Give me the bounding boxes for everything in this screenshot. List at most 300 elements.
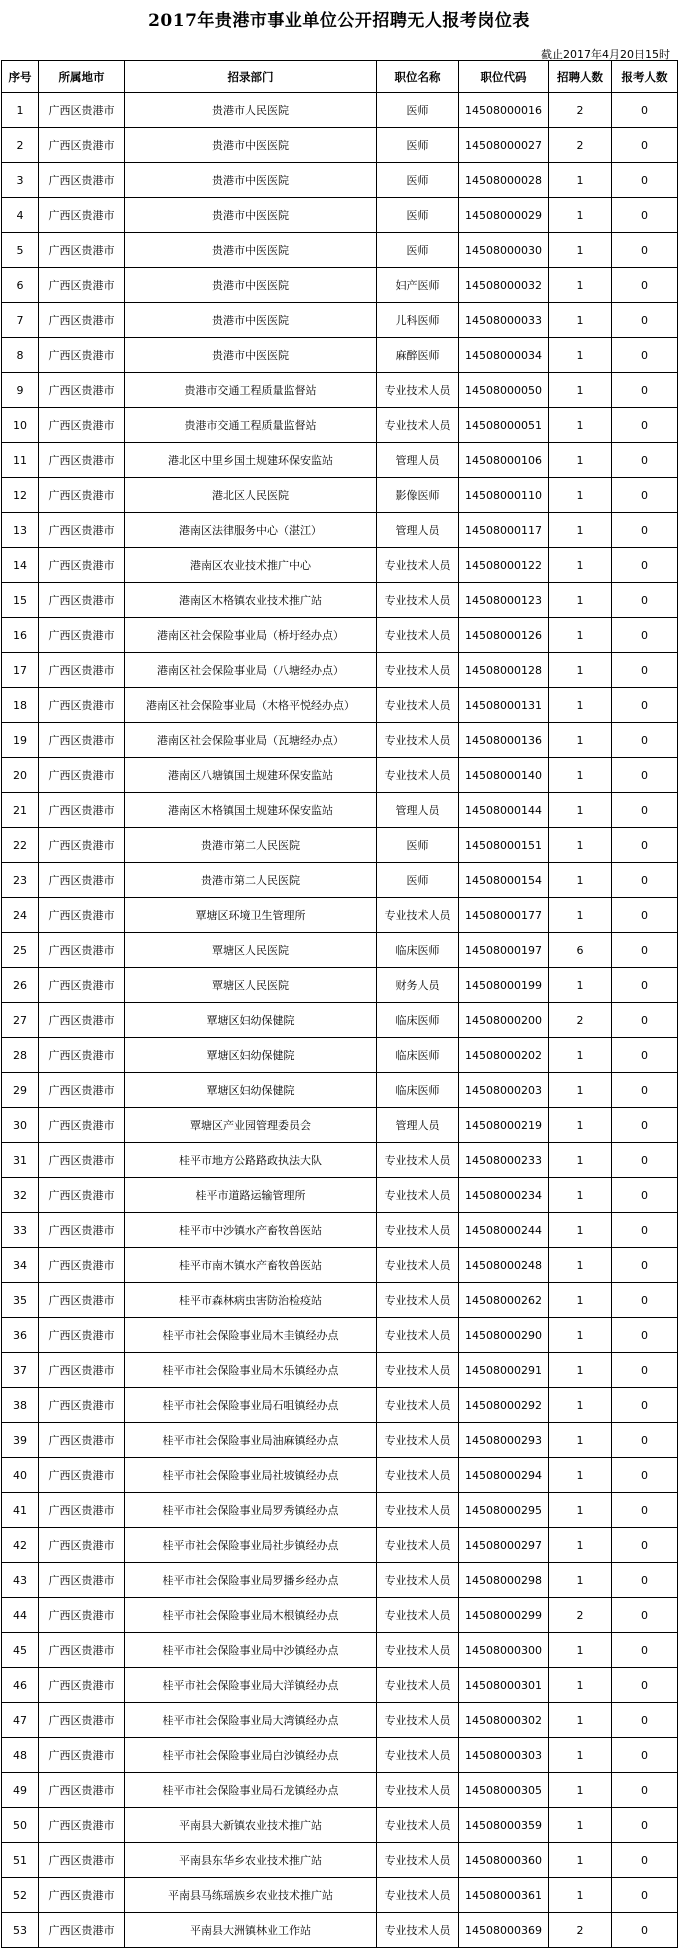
cell-department: 桂平市道路运输管理所: [125, 1178, 377, 1213]
table-row: [2, 1633, 678, 1668]
cell-code: 14508000016: [459, 93, 549, 128]
cell-openings: 1: [549, 478, 612, 513]
table-row: [2, 968, 678, 1003]
cell-city: 广西区贵港市: [39, 1318, 125, 1353]
table-row: [2, 1913, 678, 1948]
table-row: [2, 583, 678, 618]
cell-department: 贵港市中医医院: [125, 128, 377, 163]
vacancy-table: [1, 60, 678, 1948]
cell-code: 14508000300: [459, 1633, 549, 1668]
cell-code: 14508000140: [459, 758, 549, 793]
cell-openings: 1: [549, 268, 612, 303]
cell-index: 12: [2, 478, 39, 513]
cell-position: 专业技术人员: [377, 1178, 459, 1213]
cell-position: 专业技术人员: [377, 1493, 459, 1528]
table-row: [2, 618, 678, 653]
cell-position: 管理人员: [377, 443, 459, 478]
cell-position: 影像医师: [377, 478, 459, 513]
cell-index: 44: [2, 1598, 39, 1633]
cell-city: 广西区贵港市: [39, 303, 125, 338]
cell-department: 贵港市第二人民医院: [125, 828, 377, 863]
cell-code: 14508000302: [459, 1703, 549, 1738]
cell-openings: 2: [549, 93, 612, 128]
cell-applicants: 0: [612, 1458, 678, 1493]
cell-department: 桂平市社会保险事业局罗播乡经办点: [125, 1563, 377, 1598]
cell-position: 专业技术人员: [377, 1668, 459, 1703]
cell-openings: 2: [549, 1003, 612, 1038]
document-title: 2017年贵港市事业单位公开招聘无人报考岗位表: [148, 11, 530, 31]
cell-position: 专业技术人员: [377, 583, 459, 618]
cell-department: 贵港市中医医院: [125, 163, 377, 198]
table-row: [2, 758, 678, 793]
cell-index: 29: [2, 1073, 39, 1108]
cell-index: 50: [2, 1808, 39, 1843]
cell-department: 港北区人民医院: [125, 478, 377, 513]
cell-openings: 1: [549, 303, 612, 338]
cell-applicants: 0: [612, 198, 678, 233]
cell-department: 桂平市社会保险事业局罗秀镇经办点: [125, 1493, 377, 1528]
cell-department: 覃塘区妇幼保健院: [125, 1003, 377, 1038]
cell-openings: 1: [549, 898, 612, 933]
cell-city: 广西区贵港市: [39, 1458, 125, 1493]
cell-code: 14508000126: [459, 618, 549, 653]
cell-applicants: 0: [612, 1633, 678, 1668]
cell-city: 广西区贵港市: [39, 758, 125, 793]
cell-code: 14508000034: [459, 338, 549, 373]
cell-applicants: 0: [612, 1598, 678, 1633]
table-row: [2, 898, 678, 933]
cell-index: 34: [2, 1248, 39, 1283]
cell-code: 14508000200: [459, 1003, 549, 1038]
cell-position: 临床医师: [377, 1038, 459, 1073]
cell-code: 14508000199: [459, 968, 549, 1003]
cell-position: 临床医师: [377, 1073, 459, 1108]
cutoff-timestamp: 截止2017年4月20日15时: [541, 48, 670, 61]
cell-position: 专业技术人员: [377, 688, 459, 723]
table-row: [2, 1178, 678, 1213]
cell-department: 覃塘区妇幼保健院: [125, 1073, 377, 1108]
cell-index: 43: [2, 1563, 39, 1598]
cell-openings: 1: [549, 1108, 612, 1143]
cell-department: 平南县马练瑶族乡农业技术推广站: [125, 1878, 377, 1913]
cell-code: 14508000297: [459, 1528, 549, 1563]
table-row: [2, 1213, 678, 1248]
cell-code: 14508000361: [459, 1878, 549, 1913]
table-row: [2, 1493, 678, 1528]
cell-code: 14508000051: [459, 408, 549, 443]
cell-index: 48: [2, 1738, 39, 1773]
table-row: [2, 163, 678, 198]
cell-openings: 1: [549, 1353, 612, 1388]
cell-city: 广西区贵港市: [39, 93, 125, 128]
cell-city: 广西区贵港市: [39, 1668, 125, 1703]
cell-position: 医师: [377, 93, 459, 128]
cell-position: 专业技术人员: [377, 1528, 459, 1563]
cell-department: 港南区农业技术推广中心: [125, 548, 377, 583]
cell-code: 14508000359: [459, 1808, 549, 1843]
cell-applicants: 0: [612, 863, 678, 898]
cell-index: 1: [2, 93, 39, 128]
cell-department: 桂平市社会保险事业局社坡镇经办点: [125, 1458, 377, 1493]
cell-department: 平南县大洲镇林业工作站: [125, 1913, 377, 1948]
cell-code: 14508000029: [459, 198, 549, 233]
cell-department: 桂平市森林病虫害防治检疫站: [125, 1283, 377, 1318]
cell-city: 广西区贵港市: [39, 198, 125, 233]
table-row: [2, 1073, 678, 1108]
cell-code: 14508000305: [459, 1773, 549, 1808]
table-row: [2, 1773, 678, 1808]
cell-city: 广西区贵港市: [39, 163, 125, 198]
cell-index: 23: [2, 863, 39, 898]
cell-position: 专业技术人员: [377, 408, 459, 443]
cell-code: 14508000027: [459, 128, 549, 163]
cell-openings: 1: [549, 198, 612, 233]
cell-applicants: 0: [612, 1493, 678, 1528]
cell-openings: 1: [549, 1633, 612, 1668]
cell-code: 14508000248: [459, 1248, 549, 1283]
cell-index: 41: [2, 1493, 39, 1528]
cell-city: 广西区贵港市: [39, 583, 125, 618]
cell-index: 21: [2, 793, 39, 828]
cell-applicants: 0: [612, 1563, 678, 1598]
cell-applicants: 0: [612, 618, 678, 653]
cell-openings: 1: [549, 1563, 612, 1598]
cell-city: 广西区贵港市: [39, 1808, 125, 1843]
cell-openings: 1: [549, 548, 612, 583]
cell-city: 广西区贵港市: [39, 1213, 125, 1248]
col-header-openings: 招聘人数: [549, 61, 612, 93]
cell-applicants: 0: [612, 1213, 678, 1248]
cell-openings: 1: [549, 1843, 612, 1878]
cell-index: 40: [2, 1458, 39, 1493]
cell-position: 专业技术人员: [377, 898, 459, 933]
cell-index: 42: [2, 1528, 39, 1563]
cell-city: 广西区贵港市: [39, 408, 125, 443]
cell-position: 财务人员: [377, 968, 459, 1003]
cell-openings: 1: [549, 1283, 612, 1318]
cell-department: 港南区社会保险事业局（八塘经办点）: [125, 653, 377, 688]
cell-index: 17: [2, 653, 39, 688]
table-row: [2, 1528, 678, 1563]
table-row: [2, 478, 678, 513]
col-header-code: 职位代码: [459, 61, 549, 93]
cell-position: 专业技术人员: [377, 1563, 459, 1598]
cell-department: 港南区木格镇农业技术推广站: [125, 583, 377, 618]
cell-department: 桂平市社会保险事业局油麻镇经办点: [125, 1423, 377, 1458]
cell-position: 专业技术人员: [377, 1458, 459, 1493]
cell-position: 专业技术人员: [377, 1598, 459, 1633]
cell-openings: 1: [549, 1493, 612, 1528]
cell-applicants: 0: [612, 968, 678, 1003]
cell-openings: 1: [549, 758, 612, 793]
cell-applicants: 0: [612, 1668, 678, 1703]
cell-code: 14508000144: [459, 793, 549, 828]
cell-applicants: 0: [612, 1773, 678, 1808]
cell-position: 麻醉医师: [377, 338, 459, 373]
cell-department: 覃塘区人民医院: [125, 968, 377, 1003]
cell-city: 广西区贵港市: [39, 1528, 125, 1563]
cell-department: 贵港市第二人民医院: [125, 863, 377, 898]
cell-index: 9: [2, 373, 39, 408]
cell-department: 桂平市社会保险事业局白沙镇经办点: [125, 1738, 377, 1773]
cell-openings: 1: [549, 1248, 612, 1283]
cell-code: 14508000293: [459, 1423, 549, 1458]
cell-applicants: 0: [612, 1073, 678, 1108]
cell-city: 广西区贵港市: [39, 128, 125, 163]
cell-applicants: 0: [612, 583, 678, 618]
cell-department: 桂平市社会保险事业局木圭镇经办点: [125, 1318, 377, 1353]
table-row: [2, 548, 678, 583]
cell-index: 11: [2, 443, 39, 478]
cell-city: 广西区贵港市: [39, 1878, 125, 1913]
cell-openings: 1: [549, 688, 612, 723]
cell-applicants: 0: [612, 303, 678, 338]
cell-department: 贵港市交通工程质量监督站: [125, 408, 377, 443]
cell-applicants: 0: [612, 408, 678, 443]
cell-applicants: 0: [612, 1423, 678, 1458]
table-row: [2, 1423, 678, 1458]
table-row: [2, 1143, 678, 1178]
cell-position: 专业技术人员: [377, 1353, 459, 1388]
cell-index: 36: [2, 1318, 39, 1353]
cell-applicants: 0: [612, 653, 678, 688]
cell-index: 6: [2, 268, 39, 303]
cell-department: 桂平市社会保险事业局社步镇经办点: [125, 1528, 377, 1563]
cell-applicants: 0: [612, 1318, 678, 1353]
cell-department: 覃塘区人民医院: [125, 933, 377, 968]
table-row: [2, 93, 678, 128]
col-header-index: 序号: [2, 61, 39, 93]
cell-index: 15: [2, 583, 39, 618]
cell-openings: 6: [549, 933, 612, 968]
cell-index: 19: [2, 723, 39, 758]
cell-code: 14508000369: [459, 1913, 549, 1948]
cell-position: 专业技术人员: [377, 548, 459, 583]
cell-position: 专业技术人员: [377, 1843, 459, 1878]
cell-applicants: 0: [612, 128, 678, 163]
cell-city: 广西区贵港市: [39, 1038, 125, 1073]
cell-openings: 1: [549, 1423, 612, 1458]
table-row: [2, 1703, 678, 1738]
cell-department: 桂平市社会保险事业局中沙镇经办点: [125, 1633, 377, 1668]
cell-position: 专业技术人员: [377, 1283, 459, 1318]
cell-department: 桂平市社会保险事业局木根镇经办点: [125, 1598, 377, 1633]
cell-code: 14508000262: [459, 1283, 549, 1318]
cell-index: 16: [2, 618, 39, 653]
cell-department: 港南区社会保险事业局（木格平悦经办点）: [125, 688, 377, 723]
cell-code: 14508000203: [459, 1073, 549, 1108]
cell-position: 专业技术人员: [377, 1633, 459, 1668]
cell-position: 儿科医师: [377, 303, 459, 338]
cell-position: 专业技术人员: [377, 1423, 459, 1458]
cell-position: 专业技术人员: [377, 373, 459, 408]
cell-code: 14508000050: [459, 373, 549, 408]
cell-applicants: 0: [612, 478, 678, 513]
cell-code: 14508000028: [459, 163, 549, 198]
table-row: [2, 1563, 678, 1598]
cell-city: 广西区贵港市: [39, 1003, 125, 1038]
table-row: [2, 1108, 678, 1143]
table-row: [2, 688, 678, 723]
cell-position: 专业技术人员: [377, 1808, 459, 1843]
table-row: [2, 653, 678, 688]
cell-code: 14508000233: [459, 1143, 549, 1178]
cell-city: 广西区贵港市: [39, 933, 125, 968]
cell-openings: 1: [549, 1738, 612, 1773]
cell-department: 港南区社会保险事业局（瓦塘经办点）: [125, 723, 377, 758]
cell-openings: 1: [549, 1458, 612, 1493]
cell-index: 33: [2, 1213, 39, 1248]
cell-code: 14508000298: [459, 1563, 549, 1598]
cell-code: 14508000033: [459, 303, 549, 338]
cell-department: 贵港市人民医院: [125, 93, 377, 128]
table-row: [2, 1248, 678, 1283]
cell-index: 27: [2, 1003, 39, 1038]
cell-department: 港南区社会保险事业局（桥圩经办点）: [125, 618, 377, 653]
cell-position: 专业技术人员: [377, 618, 459, 653]
table-row: [2, 863, 678, 898]
table-row: [2, 373, 678, 408]
cell-index: 26: [2, 968, 39, 1003]
cell-position: 医师: [377, 198, 459, 233]
cell-index: 52: [2, 1878, 39, 1913]
cell-openings: 1: [549, 1878, 612, 1913]
cell-position: 专业技术人员: [377, 1213, 459, 1248]
cell-city: 广西区贵港市: [39, 793, 125, 828]
table-row: [2, 1808, 678, 1843]
table-row: [2, 1738, 678, 1773]
cell-city: 广西区贵港市: [39, 268, 125, 303]
cell-index: 8: [2, 338, 39, 373]
table-row: [2, 1878, 678, 1913]
cell-openings: 1: [549, 1318, 612, 1353]
cell-city: 广西区贵港市: [39, 478, 125, 513]
cell-position: 专业技术人员: [377, 1913, 459, 1948]
cell-openings: 2: [549, 128, 612, 163]
cell-index: 4: [2, 198, 39, 233]
cell-applicants: 0: [612, 933, 678, 968]
table-row: [2, 1283, 678, 1318]
table-row: [2, 268, 678, 303]
cell-city: 广西区贵港市: [39, 1738, 125, 1773]
cell-department: 港北区中里乡国土规建环保安监站: [125, 443, 377, 478]
cell-openings: 1: [549, 1388, 612, 1423]
cell-applicants: 0: [612, 1038, 678, 1073]
cell-openings: 1: [549, 1143, 612, 1178]
cell-index: 18: [2, 688, 39, 723]
cell-city: 广西区贵港市: [39, 1493, 125, 1528]
cell-position: 临床医师: [377, 933, 459, 968]
cell-code: 14508000202: [459, 1038, 549, 1073]
cell-openings: 1: [549, 723, 612, 758]
cell-department: 桂平市社会保险事业局木乐镇经办点: [125, 1353, 377, 1388]
cell-applicants: 0: [612, 1528, 678, 1563]
cell-applicants: 0: [612, 1808, 678, 1843]
cell-applicants: 0: [612, 828, 678, 863]
cell-index: 5: [2, 233, 39, 268]
cell-department: 贵港市中医医院: [125, 268, 377, 303]
cell-code: 14508000294: [459, 1458, 549, 1493]
cell-department: 覃塘区环境卫生管理所: [125, 898, 377, 933]
cell-code: 14508000244: [459, 1213, 549, 1248]
col-header-applicants: 报考人数: [612, 61, 678, 93]
cell-index: 25: [2, 933, 39, 968]
cell-code: 14508000291: [459, 1353, 549, 1388]
cell-department: 平南县东华乡农业技术推广站: [125, 1843, 377, 1878]
cell-applicants: 0: [612, 93, 678, 128]
cell-openings: 1: [549, 408, 612, 443]
table-row: [2, 128, 678, 163]
cell-city: 广西区贵港市: [39, 968, 125, 1003]
cell-openings: 1: [549, 373, 612, 408]
table-row: [2, 513, 678, 548]
cell-city: 广西区贵港市: [39, 898, 125, 933]
cell-applicants: 0: [612, 688, 678, 723]
table-row: [2, 303, 678, 338]
cell-index: 49: [2, 1773, 39, 1808]
cell-applicants: 0: [612, 443, 678, 478]
table-row: [2, 1843, 678, 1878]
cell-openings: 1: [549, 443, 612, 478]
cell-department: 桂平市中沙镇水产畜牧兽医站: [125, 1213, 377, 1248]
cell-index: 14: [2, 548, 39, 583]
cell-city: 广西区贵港市: [39, 1598, 125, 1633]
cell-code: 14508000301: [459, 1668, 549, 1703]
cell-city: 广西区贵港市: [39, 1143, 125, 1178]
cell-department: 贵港市中医医院: [125, 233, 377, 268]
table-row: [2, 1003, 678, 1038]
cell-position: 管理人员: [377, 513, 459, 548]
cell-index: 10: [2, 408, 39, 443]
cell-applicants: 0: [612, 793, 678, 828]
table-row: [2, 443, 678, 478]
cell-applicants: 0: [612, 513, 678, 548]
cell-department: 贵港市中医医院: [125, 303, 377, 338]
cell-applicants: 0: [612, 163, 678, 198]
cell-position: 管理人员: [377, 1108, 459, 1143]
table-row: [2, 233, 678, 268]
cell-department: 贵港市中医医院: [125, 338, 377, 373]
table-row: [2, 1598, 678, 1633]
cell-city: 广西区贵港市: [39, 1283, 125, 1318]
cell-city: 广西区贵港市: [39, 1073, 125, 1108]
cell-index: 37: [2, 1353, 39, 1388]
cell-department: 桂平市南木镇水产畜牧兽医站: [125, 1248, 377, 1283]
cell-applicants: 0: [612, 1353, 678, 1388]
cell-index: 13: [2, 513, 39, 548]
cell-position: 专业技术人员: [377, 723, 459, 758]
cell-index: 3: [2, 163, 39, 198]
cell-city: 广西区贵港市: [39, 1843, 125, 1878]
cell-openings: 1: [549, 1808, 612, 1843]
cell-department: 港南区木格镇国土规建环保安监站: [125, 793, 377, 828]
cell-position: 医师: [377, 163, 459, 198]
cell-code: 14508000030: [459, 233, 549, 268]
cell-city: 广西区贵港市: [39, 1773, 125, 1808]
cell-index: 53: [2, 1913, 39, 1948]
cell-openings: 1: [549, 1668, 612, 1703]
table-row: [2, 1668, 678, 1703]
cell-department: 桂平市社会保险事业局大湾镇经办点: [125, 1703, 377, 1738]
cell-city: 广西区贵港市: [39, 1178, 125, 1213]
cell-city: 广西区贵港市: [39, 338, 125, 373]
cell-position: 专业技术人员: [377, 1738, 459, 1773]
cell-city: 广西区贵港市: [39, 863, 125, 898]
cell-department: 贵港市中医医院: [125, 198, 377, 233]
cell-position: 医师: [377, 863, 459, 898]
cell-department: 港南区法律服务中心（湛江）: [125, 513, 377, 548]
table-row: [2, 828, 678, 863]
